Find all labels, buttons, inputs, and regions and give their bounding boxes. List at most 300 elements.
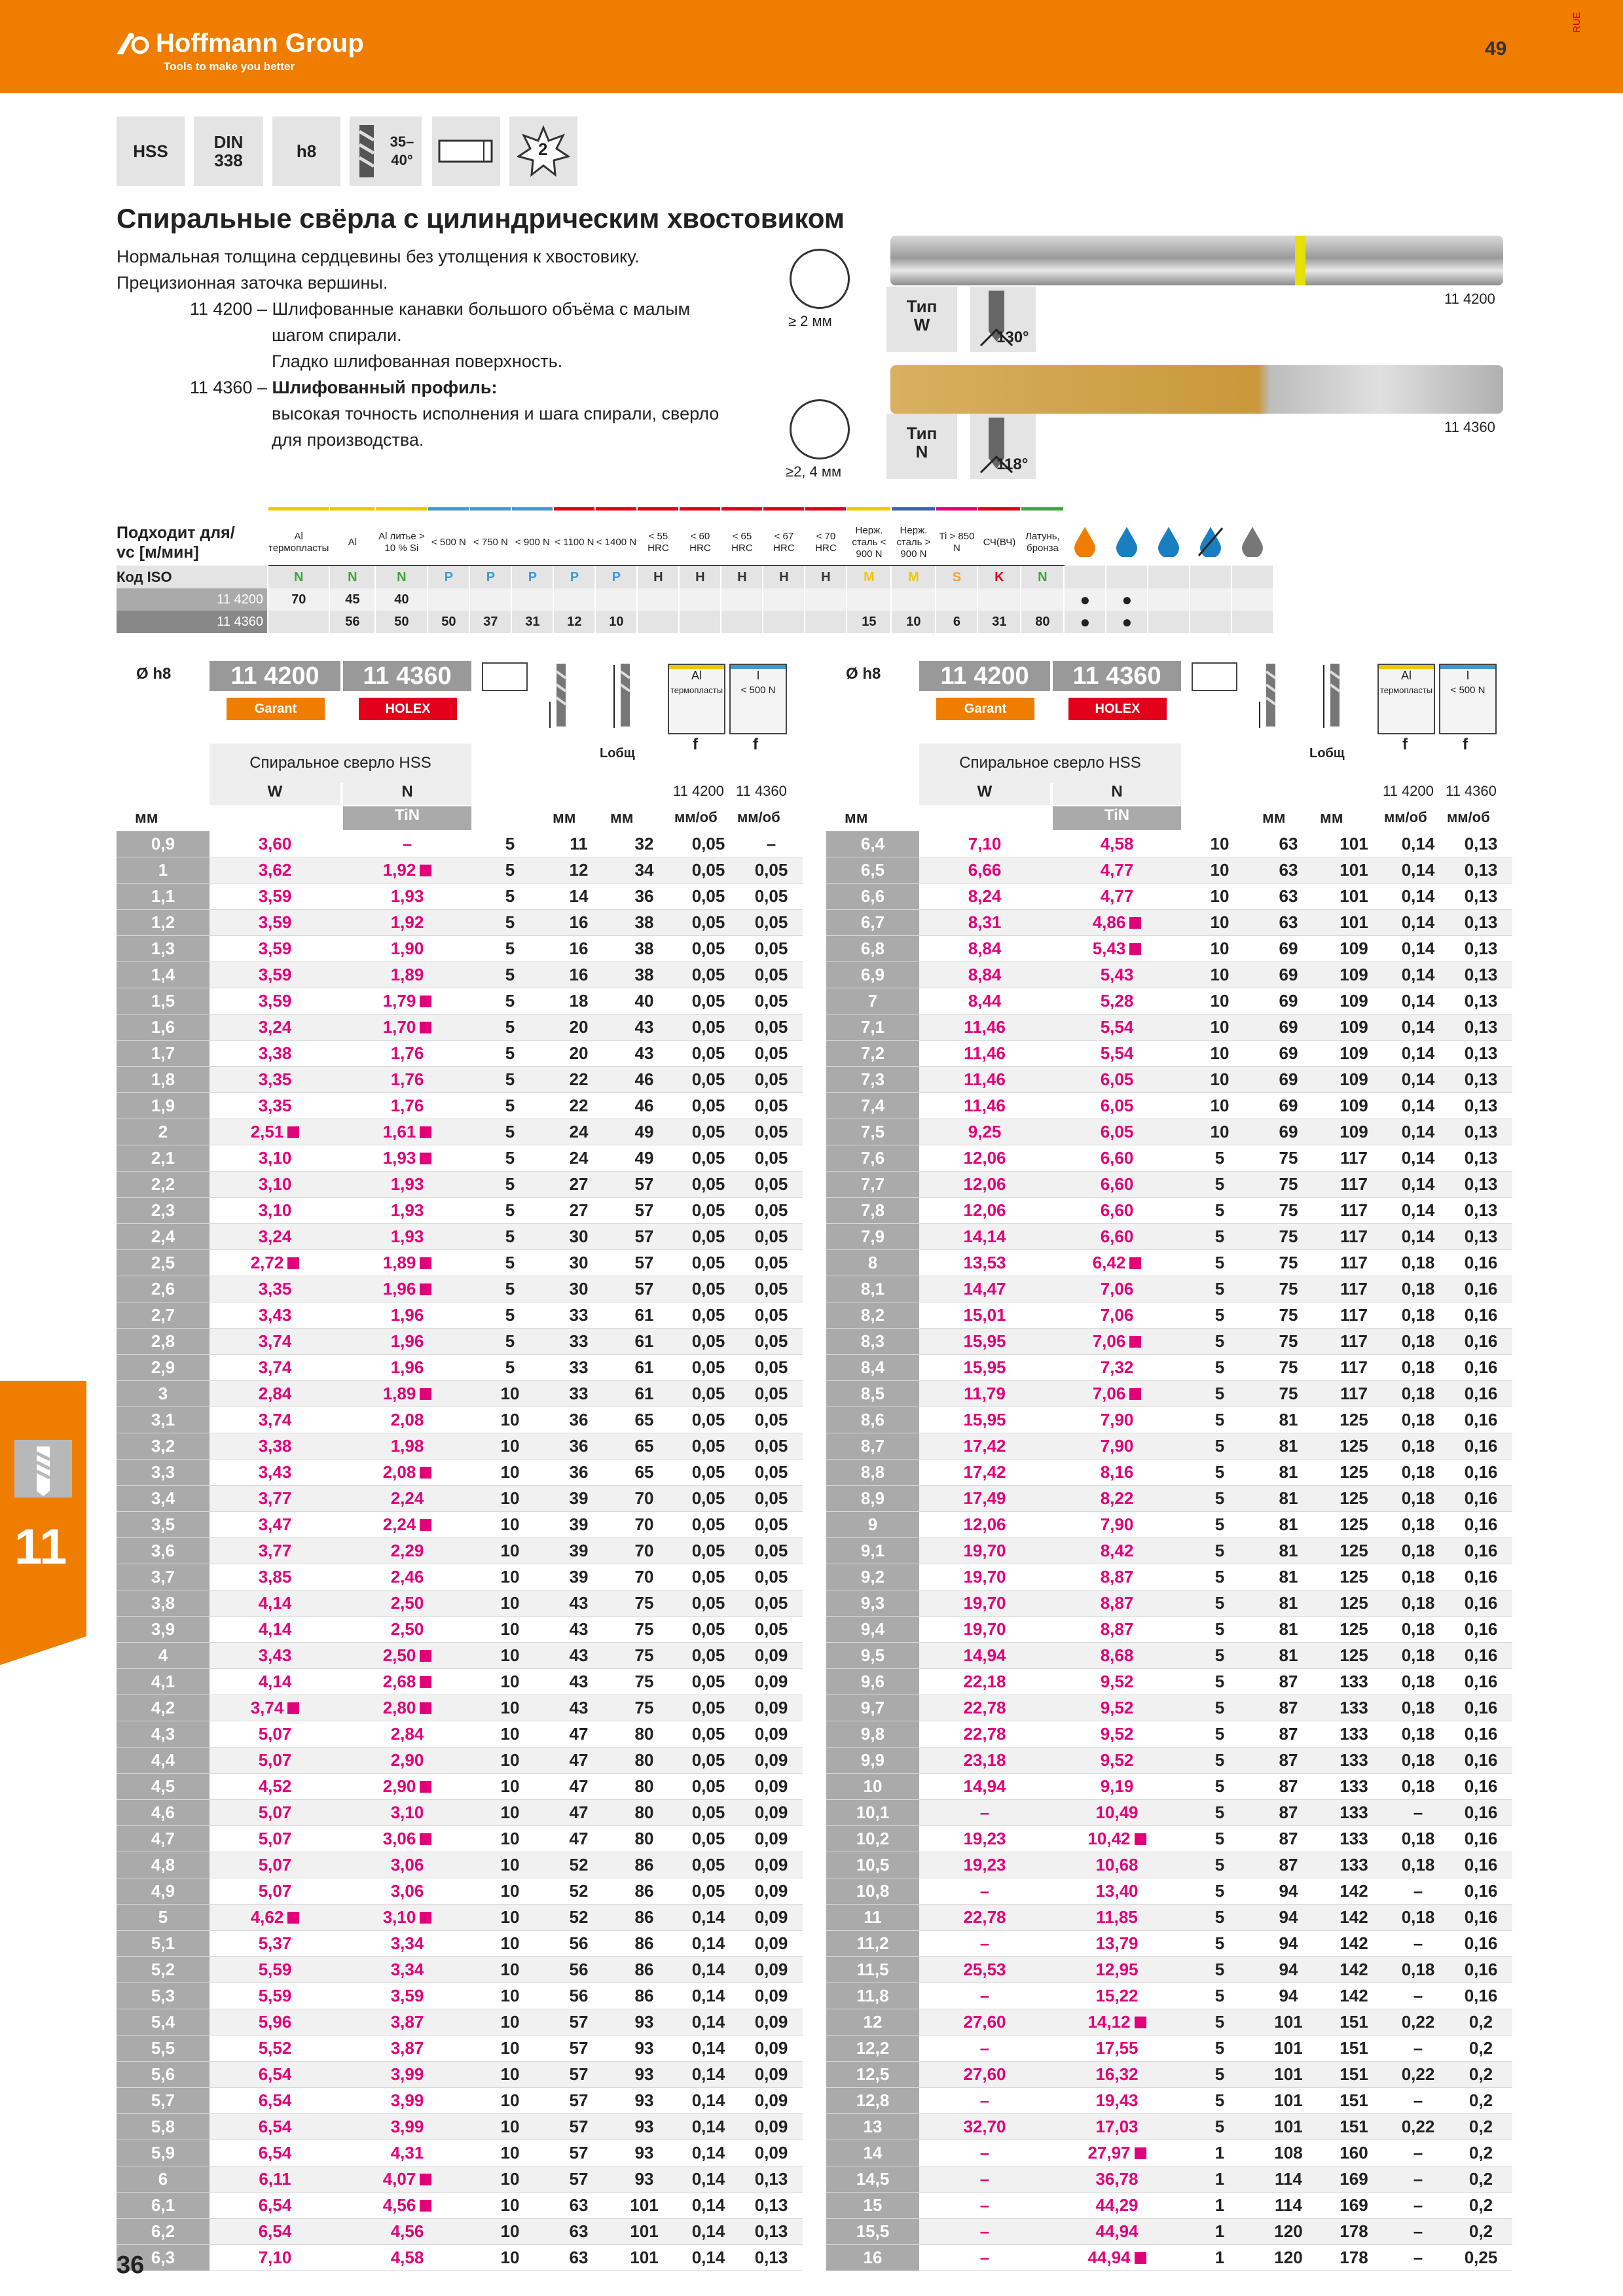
overall-length-cell: 38 [611,962,677,988]
feed-114360-cell: 0,16 [1450,1407,1512,1433]
pack-qty-cell: 10 [474,2245,546,2271]
table-row [117,1852,803,1878]
price-114200-cell: 12,06 [919,1198,1050,1224]
table-row [826,2114,1512,2140]
flute-length-cell: 43 [546,1643,611,1669]
cutting-speed [268,611,329,633]
price-114200-cell: 14,94 [919,1643,1050,1669]
price-114360-cell: 8,87 [1050,1590,1184,1617]
pack-qty-cell: 10 [1184,831,1256,857]
flute-length-cell: 75 [1256,1355,1321,1381]
price-114360-cell: 3,99 [340,2088,474,2114]
feed-114360-cell: 0,16 [1450,1590,1512,1617]
flute-length-cell: 75 [1256,1250,1321,1276]
feed-114200-cell: 0,05 [677,1878,740,1905]
pack-qty-cell: 10 [474,1826,546,1852]
price-114360-cell: 2,90 [340,1748,474,1774]
coolant-cell [1190,565,1231,588]
feed-label: f [753,736,758,753]
feed-114360-cell: 0,2 [1450,2062,1512,2088]
material-column: Al литье > 10 % Si [375,520,428,565]
drill-type-box [886,287,957,352]
diameter-cell: 8,3 [826,1329,919,1355]
table-row [826,936,1512,962]
overall-length-cell: 142 [1321,1983,1387,2009]
material-column: < 500 N [428,520,469,565]
price-114200-cell: 11,46 [919,1041,1050,1067]
price-114360-cell: 2,90 [340,1774,474,1800]
flute-length-cell: 47 [546,1774,611,1800]
stock-marker-icon [1135,1833,1146,1845]
feed-114200-cell: 0,14 [1387,831,1450,857]
price-114360-cell: 9,19 [1050,1774,1184,1800]
feed-114200-cell: 0,05 [677,1721,740,1748]
feed-114360-cell: 0,2 [1450,2009,1512,2036]
material-column: < 65 HRC [721,520,763,565]
feed-code-header: 11 4360 [736,783,787,799]
table-row [826,1302,1512,1329]
unit-mm: мм [845,809,868,827]
table-row [117,1617,803,1643]
flute-length-cell: 69 [1256,1119,1321,1145]
price-114360-cell: 3,10 [340,1905,474,1931]
app-label-line1: Подходит для/ [117,524,235,542]
price-114360-cell: 7,06 [1050,1276,1184,1302]
price-114200-cell: 3,43 [210,1643,340,1669]
feed-114360-cell: 0,05 [740,1276,803,1302]
cutting-speed [721,611,763,633]
price-114200-cell: 27,60 [919,2062,1050,2088]
price-114200-cell: 17,49 [919,1486,1050,1512]
flute-length-cell: 47 [546,1800,611,1826]
feed-114200-cell: 0,14 [1387,1014,1450,1041]
pack-qty-cell: 10 [474,1460,546,1486]
overall-length-cell: 70 [611,1538,677,1564]
overall-length-cell: 61 [611,1302,677,1329]
price-114200-cell: 17,42 [919,1433,1050,1460]
price-114200-cell: 15,95 [919,1329,1050,1355]
overall-length-cell: 151 [1321,2062,1387,2088]
price-114360-cell: 1,89 [340,1250,474,1276]
coolant-cell [1148,611,1190,633]
flute-length-cell: 75 [1256,1224,1321,1250]
feed-114200-cell: 0,18 [1387,1512,1450,1538]
diameter-cell: 9,5 [826,1643,919,1669]
pack-qty-cell: 5 [474,1067,546,1093]
price-114200-cell: 3,59 [210,910,340,936]
price-114200-cell: – [919,1878,1050,1905]
flute-length-cell: 18 [546,988,611,1014]
feed-114200-cell: 0,14 [1387,1145,1450,1172]
overall-length-cell: 125 [1321,1617,1387,1643]
desc-line: Нормальная толщина сердцевины без утолщения к хвостовику. [117,247,640,266]
overall-length-cell: 86 [611,1905,677,1931]
price-114200-cell: 3,62 [210,857,340,884]
feed-114200-cell: – [1387,1878,1450,1905]
diameter-header: Ø h8 [136,665,172,683]
table-row [117,1800,803,1826]
table-row [826,1590,1512,1617]
feed-114200-cell: 0,05 [677,1407,740,1433]
overall-length-cell: 93 [611,2009,677,2036]
pack-qty-cell: 10 [474,1407,546,1433]
feed-114360-cell: 0,16 [1450,1721,1512,1748]
feed-114360-cell: 0,09 [740,1748,803,1774]
flute-length-cell: 87 [1256,1695,1321,1721]
diameter-cell: 1,3 [117,936,210,962]
feed-114200-cell: 0,18 [1387,1486,1450,1512]
flute-length-cell: 120 [1256,2245,1321,2271]
coolant-cell [1148,588,1190,611]
material-badge: HSS [117,117,185,186]
price-114360-cell: 1,96 [340,1276,474,1302]
pack-qty-cell: 10 [1184,857,1256,884]
price-114200-cell: 2,84 [210,1381,340,1407]
price-114200-cell: 7,10 [210,2245,340,2271]
price-114360-cell: 8,42 [1050,1538,1184,1564]
feed-code-header: 11 4360 [1446,783,1497,799]
pack-qty-cell: 10 [474,2140,546,2166]
feed-114360-cell: 0,13 [1450,1041,1512,1067]
flute-length-cell: 69 [1256,1067,1321,1093]
price-114360-cell: 44,94 [1050,2219,1184,2245]
diameter-cell: 4 [117,1643,210,1669]
pack-qty-cell: 5 [474,1119,546,1145]
diameter-cell: 0,9 [117,831,210,857]
feed-114200-cell: 0,14 [1387,1119,1450,1145]
flute-length-cell: 57 [546,2114,611,2140]
price-114200-cell: 19,23 [919,1852,1050,1878]
water-drop-icon [1106,520,1148,565]
price-114360-cell: 2,68 [340,1669,474,1695]
cutting-speed: 12 [553,611,595,633]
feed-114200-cell: 0,18 [1387,1355,1450,1381]
cutting-speed [679,611,721,633]
coolant-cell [1231,588,1273,611]
price-114200-cell: 3,43 [210,1302,340,1329]
feed-114200-cell: 0,05 [677,936,740,962]
feed-114360-cell: 0,05 [740,1381,803,1407]
coolant-cell [1231,611,1273,633]
overall-length-cell: 93 [611,2088,677,2114]
feed-114360-cell: 0,05 [740,1198,803,1224]
feed-114200-cell: 0,05 [677,884,740,910]
material-color-bar [891,497,936,520]
feed-114360-cell: 0,16 [1450,1564,1512,1590]
material-column: < 70 HRC [805,520,847,565]
feed-114200-cell: 0,05 [677,1014,740,1041]
type-n-header: N [1053,783,1181,805]
price-114200-cell: 3,59 [210,988,340,1014]
overall-length-cell: 133 [1321,1852,1387,1878]
brand-tagline: Tools to make you better [164,60,295,73]
holex-brand-icon: HOLEX [1068,698,1167,720]
cutting-speed [891,588,936,611]
diameter-cell: 2,2 [117,1172,210,1198]
flute-length-cell: 52 [546,1852,611,1878]
app-label-line2: vc [м/мин] [117,543,199,562]
table-row [826,1878,1512,1905]
feed-114360-cell: 0,16 [1450,1643,1512,1669]
price-114360-cell: 1,76 [340,1041,474,1067]
table-row [826,1852,1512,1878]
table-row [826,2062,1512,2088]
feed-114200-cell: 0,05 [677,1381,740,1407]
flute-length-cell: 63 [1256,884,1321,910]
price-114200-cell: – [919,1800,1050,1826]
feed-114360-cell: 0,05 [740,936,803,962]
table-row [826,1224,1512,1250]
diameter-cell: 3,6 [117,1538,210,1564]
diameter-cell: 11 [826,1905,919,1931]
feed-114360-cell: 0,13 [740,2193,803,2219]
pack-qty-cell: 10 [474,1748,546,1774]
price-114360-cell: 1,93 [340,1224,474,1250]
overall-length-cell: 75 [611,1590,677,1617]
stock-marker-icon [420,1781,431,1793]
table-row [826,1381,1512,1407]
price-114200-cell: 22,78 [919,1905,1050,1931]
stock-marker-icon [420,996,431,1007]
price-114360-cell: 2,46 [340,1564,474,1590]
pack-qty-cell: 5 [1184,1957,1256,1983]
overall-length-cell: 133 [1321,1695,1387,1721]
feed-code-header: 11 4200 [1383,783,1434,799]
price-114360-cell: 2,08 [340,1460,474,1486]
overall-length-cell: 32 [611,831,677,857]
price-114360-cell: 1,93 [340,1172,474,1198]
material-color-bar [553,497,595,520]
iso-label: Код ISO [117,565,268,588]
diameter-cell: 1,2 [117,910,210,936]
feed-114360-cell: 0,13 [1450,1224,1512,1250]
feed-114200-cell: 0,05 [677,1669,740,1695]
feed-114360-cell: 0,13 [740,2166,803,2193]
feed-114360-cell: 0,05 [740,857,803,884]
feed-114360-cell: 0,09 [740,1957,803,1983]
point-angle-label: 130° [996,329,1029,346]
pack-qty-cell: 10 [474,1590,546,1617]
overall-length-cell: 93 [611,2140,677,2166]
price-114200-cell: 5,07 [210,1721,340,1748]
price-114200-cell: 5,96 [210,2009,340,2036]
material-column: Нерж. сталь > 900 N [891,520,936,565]
overall-length-cell: 80 [611,1748,677,1774]
flute-length-cell: 75 [1256,1276,1321,1302]
product-code-label: 11 4360 [1444,419,1495,435]
overall-length-cell: 142 [1321,1957,1387,1983]
flute-length-cell: 81 [1256,1433,1321,1460]
material-color-bar [375,497,428,520]
material-color-bar [721,497,763,520]
cutting-speed: 31 [977,611,1021,633]
flute-length-cell: 24 [546,1119,611,1145]
price-114200-cell: 3,24 [210,1014,340,1041]
price-114360-cell: 44,94 [1050,2245,1184,2271]
pack-qty-cell: 5 [1184,1460,1256,1486]
material-color-bar [637,497,679,520]
pack-qty-cell: 10 [474,1381,546,1407]
pack-qty-cell: 5 [1184,1748,1256,1774]
feed-114200-cell: 0,18 [1387,1250,1450,1276]
diameter-cell: 12 [826,2009,919,2036]
price-114360-cell: 2,24 [340,1486,474,1512]
pack-qty-cell: 10 [474,1433,546,1460]
overall-length-cell: 109 [1321,962,1387,988]
price-114200-cell: – [919,1931,1050,1957]
diameter-cell: 7,4 [826,1093,919,1119]
material-column: < 900 N [511,520,553,565]
diameter-cell: 5,9 [117,2140,210,2166]
overall-length-cell: 117 [1321,1302,1387,1329]
feed-114200-cell: 0,18 [1387,1905,1450,1931]
table-row [117,988,803,1014]
price-114200-cell: 3,59 [210,936,340,962]
pack-qty-icon [1192,662,1237,691]
cutting-speed [553,588,595,611]
feed-114200-cell: 0,14 [1387,988,1450,1014]
table-row [117,857,803,884]
overall-length-icon [611,662,638,734]
table-row [117,1302,803,1329]
feed-114360-cell: 0,13 [1450,1145,1512,1172]
diameter-cell: 6 [117,2166,210,2193]
flute-length-cell: 87 [1256,1669,1321,1695]
point-angle-label: 118° [996,456,1029,473]
chapter-tab [0,1381,86,1636]
overall-length-cell: 125 [1321,1512,1387,1538]
overall-length-cell: 133 [1321,1800,1387,1826]
diameter-cell: 1,1 [117,884,210,910]
feed-steel-header: I < 500 N [1439,664,1497,734]
table-row [826,1460,1512,1486]
table-row [826,2219,1512,2245]
table-row [117,1669,803,1695]
material-column: СЧ(ВЧ) [977,520,1021,565]
stock-marker-icon [420,1388,431,1400]
pack-qty-cell: 10 [474,2193,546,2219]
overall-length-cell: 49 [611,1119,677,1145]
diameter-cell: 7,2 [826,1041,919,1067]
stock-marker-icon [287,1702,299,1714]
table-row [826,1250,1512,1276]
flute-length-cell: 81 [1256,1617,1321,1643]
diameter-cell: 1,9 [117,1093,210,1119]
overall-length-cell: 57 [611,1250,677,1276]
flute-length-cell: 52 [546,1905,611,1931]
price-114200-cell: 19,70 [919,1617,1050,1643]
price-114360-cell: 1,90 [340,936,474,962]
pack-qty-cell: 1 [1184,2166,1256,2193]
table-row [117,1172,803,1198]
flutes-count: 2 [538,139,548,159]
app-label [117,520,268,565]
price-114360-cell: 1,93 [340,1198,474,1224]
iso-code: N [329,565,375,588]
feed-114200-cell: 0,14 [677,2114,740,2140]
drill-type-label: Тип N [906,423,938,461]
feed-114360-cell: 0,09 [740,2114,803,2140]
overall-length-cell: 57 [611,1198,677,1224]
overall-length-cell: 70 [611,1512,677,1538]
diameter-cell: 7,9 [826,1224,919,1250]
diameter-cell: 14 [826,2140,919,2166]
overall-length-cell: 117 [1321,1250,1387,1276]
pack-qty-cell: 1 [1184,2245,1256,2271]
diameter-cell: 6,3 [117,2245,210,2271]
price-114360-cell: 4,56 [340,2219,474,2245]
table-row [826,1957,1512,1983]
cutting-speed: 37 [469,611,511,633]
feed-114360-cell: 0,09 [740,1774,803,1800]
pack-qty-cell: 10 [474,2114,546,2140]
diameter-cell: 1,6 [117,1014,210,1041]
pack-qty-cell: 5 [1184,1695,1256,1721]
price-114360-cell: 6,05 [1050,1093,1184,1119]
price-114360-cell: 4,58 [1050,831,1184,857]
coolant-bullet: ● [1064,611,1106,633]
drill-image-114200 [890,236,1503,285]
table-row [117,1643,803,1669]
iso-code: N [268,565,329,588]
feed-114200-cell: 0,18 [1387,1826,1450,1852]
table-row [117,1145,803,1172]
overall-length-cell: 93 [611,2062,677,2088]
drill-type-label: Тип W [906,296,938,334]
feed-114200-cell: 0,05 [677,1564,740,1590]
feed-114200-cell: 0,14 [1387,910,1450,936]
feed-114360-cell: 0,05 [740,1617,803,1643]
diameter-cell: 2,1 [117,1145,210,1172]
diameter-cell: 2 [117,1119,210,1145]
diameter-cell: 15 [826,2193,919,2219]
price-114360-cell: 8,22 [1050,1486,1184,1512]
material-column: < 67 HRC [763,520,805,565]
pack-qty-cell: 5 [1184,1198,1256,1224]
desc-text: Шлифованные канавки большого объёма с малым [272,299,691,319]
pack-qty-cell: 5 [474,962,546,988]
pack-qty-cell: 10 [474,1617,546,1643]
pack-qty-cell: 5 [1184,1564,1256,1590]
diameter-cell: 5,6 [117,2062,210,2088]
feed-114360-cell: 0,05 [740,1145,803,1172]
diameter-cell: 15,5 [826,2219,919,2245]
diameter-cell: 4,7 [117,1826,210,1852]
feed-114360-cell: 0,09 [740,2009,803,2036]
feed-114200-cell: 0,05 [677,1329,740,1355]
feed-114360-cell: 0,16 [1450,1538,1512,1564]
feed-114360-cell: 0,13 [740,2219,803,2245]
cutting-speed: 15 [847,611,891,633]
feed-114200-cell: – [1387,2088,1450,2114]
price-114200-cell: 3,59 [210,884,340,910]
price-114360-cell: 5,54 [1050,1041,1184,1067]
price-114360-cell: 11,85 [1050,1905,1184,1931]
diameter-cell: 12,8 [826,2088,919,2114]
unit-mm-per-rev: мм/об [1447,809,1490,825]
pack-qty-cell: 10 [474,2166,546,2193]
pack-qty-cell: 10 [474,1486,546,1512]
stock-marker-icon [420,1912,431,1924]
feed-114200-cell: 0,05 [677,1250,740,1276]
unit-mm: мм [1262,809,1286,827]
cutting-speed [637,611,679,633]
pack-qty-cell: 5 [474,857,546,884]
feed-114200-cell: 0,14 [1387,1093,1450,1119]
no-coolant-icon [1190,520,1231,565]
overall-length-cell: 133 [1321,1721,1387,1748]
flute-length-cell: 47 [546,1748,611,1774]
